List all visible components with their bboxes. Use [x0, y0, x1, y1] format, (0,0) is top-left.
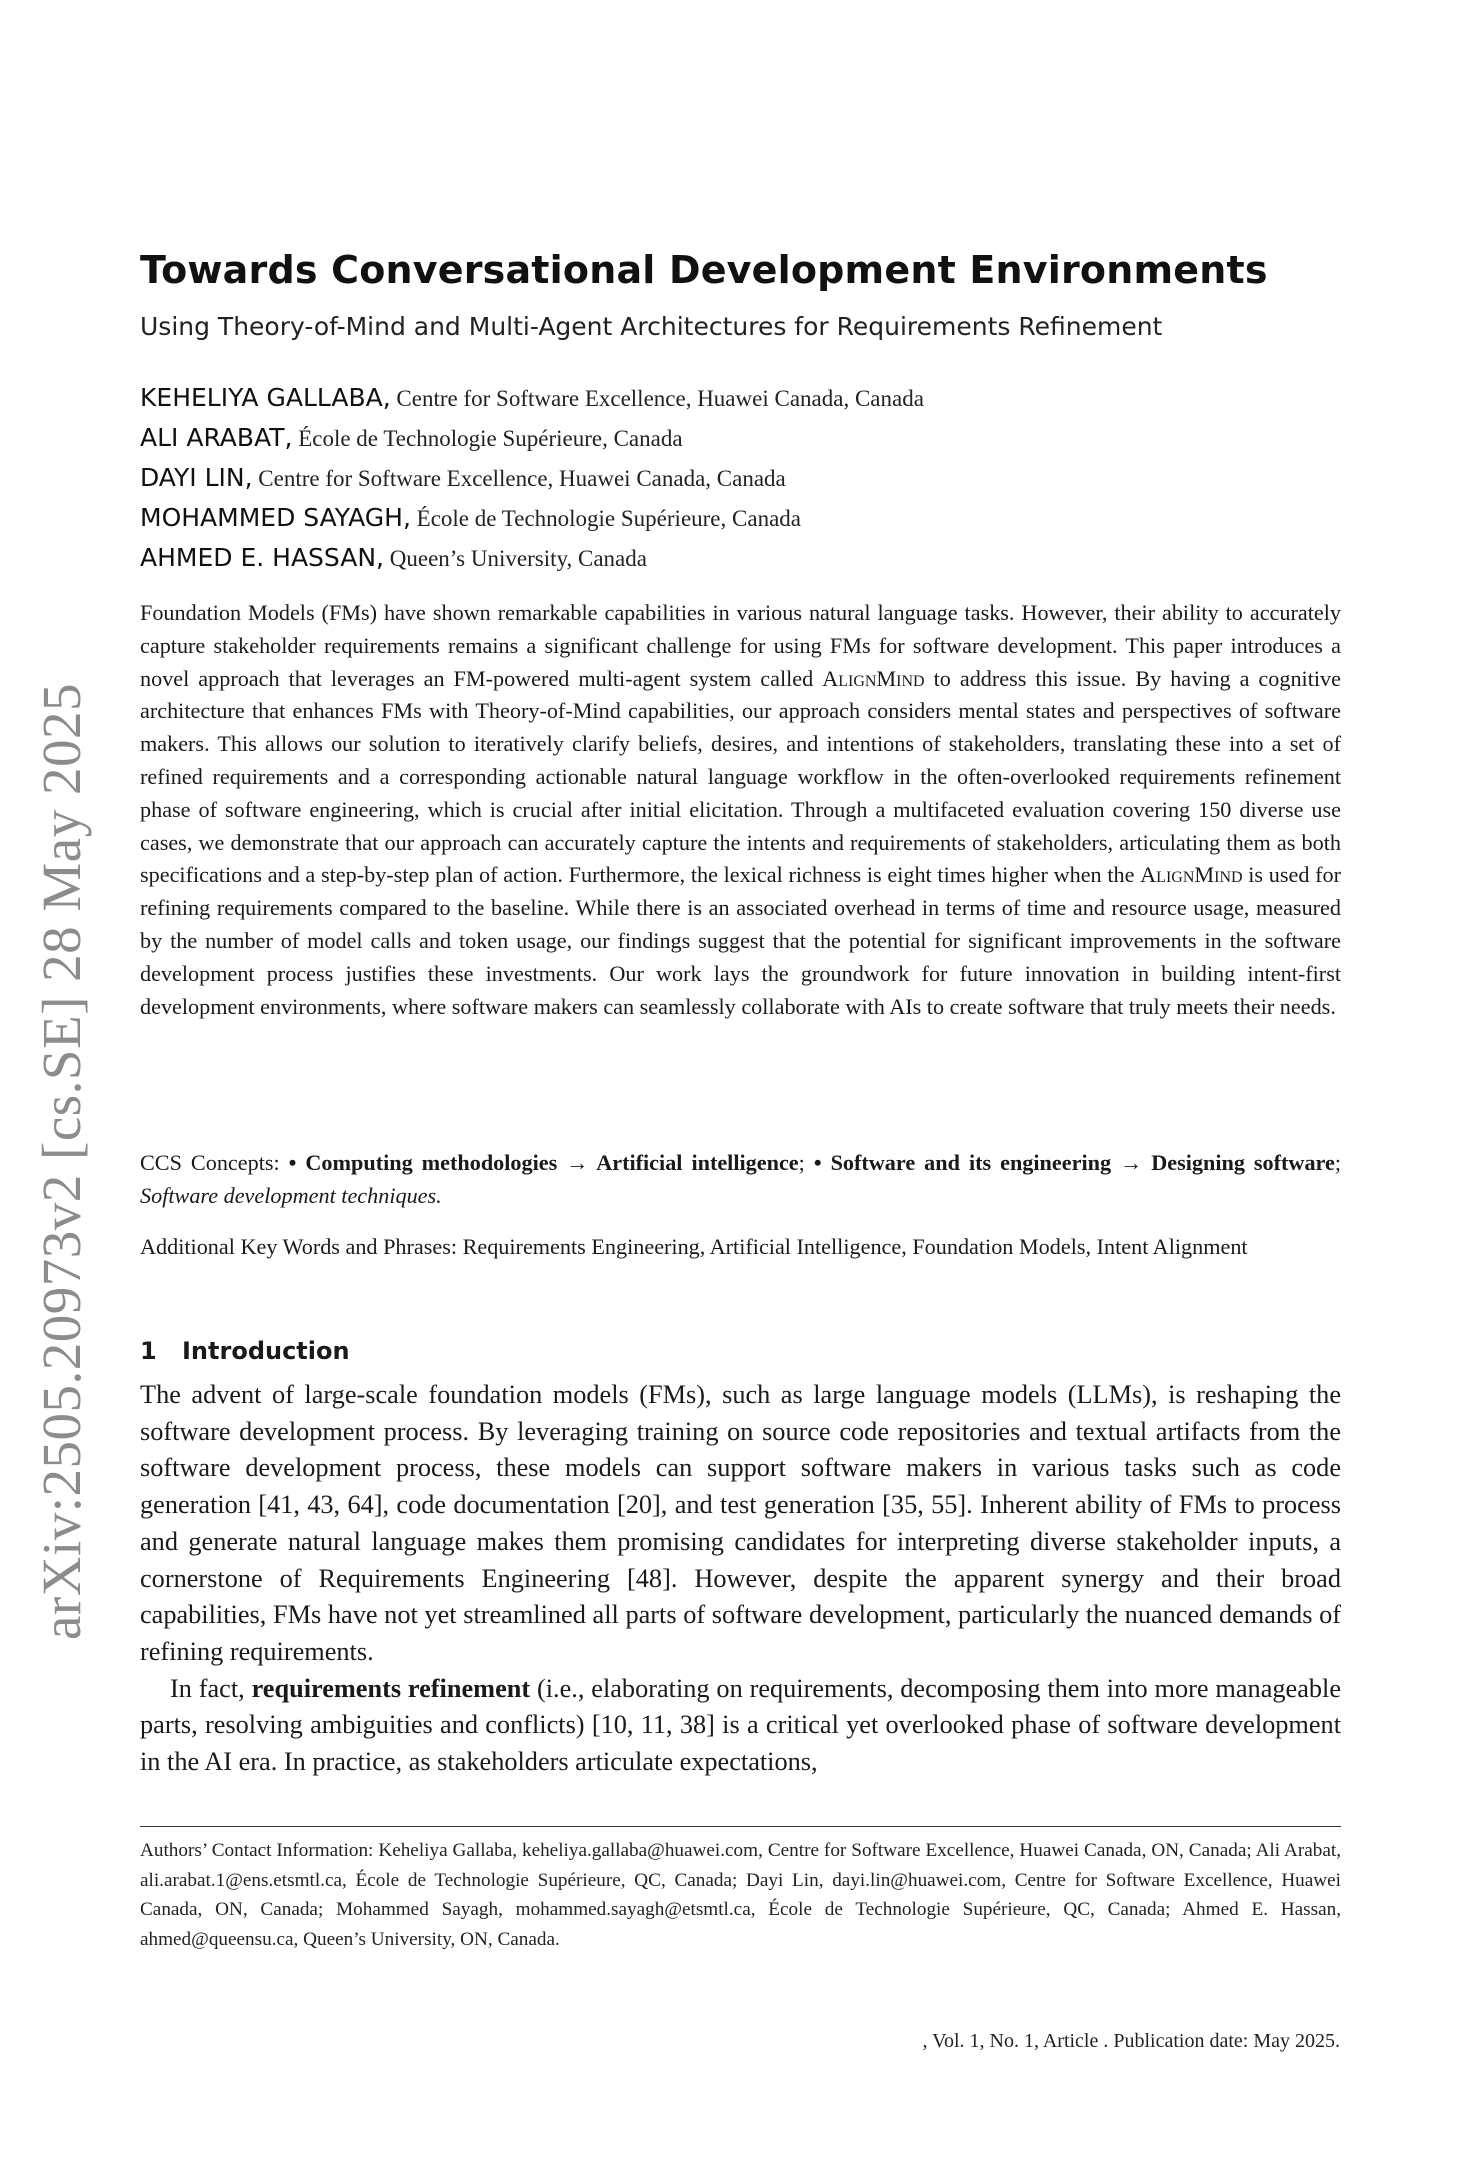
- ccs-concept: Artificial intelligence: [596, 1150, 799, 1175]
- paragraph-text: (i.e., elaborating on requirements, decomposing them into more manageable parts, resolving ambiguities and conflicts) [10, 11, 38] is a critical yet overlooked phase of software development in the AI era. In practice, as stakeholders articulate expectations,: [140, 1673, 1341, 1777]
- ccs-concept: Software development techniques.: [140, 1183, 442, 1208]
- section-title: Introduction: [182, 1337, 350, 1365]
- abstract: [140, 597, 1341, 1023]
- ccs-concepts: [140, 1146, 1341, 1212]
- ccs-concept: • Software and its engineering: [813, 1150, 1112, 1175]
- author-entry: [140, 458, 1340, 498]
- section-heading: [140, 1337, 1340, 1365]
- section-number: 1: [140, 1337, 157, 1365]
- author-entry: [140, 498, 1340, 538]
- author-list: [140, 378, 1340, 578]
- keywords: Additional Key Words and Phrases: Requirements Engineering, Artificial Intelligence, Foundation Models, Intent Alignment: [140, 1234, 1248, 1259]
- footnote-divider: [140, 1826, 1341, 1827]
- paper-subtitle: Using Theory-of-Mind and Multi-Agent Architectures for Requirements Refinement: [140, 312, 1163, 341]
- ccs-arrow: →: [557, 1150, 597, 1175]
- ccs-arrow: →: [1120, 1150, 1152, 1175]
- system-name: AlignMind: [1140, 862, 1243, 888]
- author-name: AHMED E. HASSAN,: [140, 543, 385, 572]
- paragraph: [140, 1671, 1341, 1781]
- abstract-text: to address this issue. By having a cognitive architecture that enhances FMs with Theory-of-Mind capabilities, our approach considers mental states and perspectives of software makers. This allows our solution to iteratively clarify beliefs, desires, and intentions of stakeholders, translating these into a set of refined requirements and a corresponding actionable natural language workflow in the often-overlooked requirements refinement phase of software engineering, which is crucial after initial elicitation. Through a multifaceted evaluation covering 150 diverse use cases, we demonstrate that our approach can accurately capture the intents and requirements of stakeholders, articulating them as both specifications and a step-by-step plan of action. Furthermore, the lexical richness is eight times higher when the: [140, 665, 1341, 888]
- publication-info: , Vol. 1, No. 1, Article . Publication date: May 2025.: [922, 2030, 1340, 2052]
- paper-title: Towards Conversational Development Environments: [140, 248, 1268, 292]
- system-name: AlignMind: [822, 665, 925, 691]
- author-name: MOHAMMED SAYAGH,: [140, 503, 411, 532]
- abstract-text: Foundation Models (FMs) have shown remarkable capabilities in various natural language tasks. However, their ability to accurately capture stakeholder requirements remains a significant challenge for using FMs for software development. This paper introduces a novel approach that leverages an FM-powered multi-agent system called: [140, 600, 1341, 691]
- ccs-separator: ;: [1334, 1150, 1342, 1175]
- author-entry: [140, 378, 1340, 418]
- author-name: ALI ARABAT,: [140, 423, 293, 452]
- author-name: DAYI LIN,: [140, 463, 253, 492]
- author-entry: [140, 418, 1340, 458]
- author-name: KEHELIYA GALLABA,: [140, 383, 391, 412]
- author-affiliation: École de Technologie Supérieure, Canada: [292, 426, 683, 451]
- author-affiliation: Centre for Software Excellence, Huawei Canada, Canada: [390, 386, 924, 411]
- author-affiliation: Queen’s University, Canada: [384, 546, 647, 571]
- arxiv-identifier-stamp: arXiv:2505.20973v2 [cs.SE] 28 May 2025: [31, 683, 92, 1640]
- author-contact-footnote: Authors’ Contact Information: Keheliya Gallaba, keheliya.gallaba@huawei.com, Centre for Software Excellence, Huawei Canada, ON, Canada; Ali Arabat, ali.arabat.1@ens.etsmtl.ca, École de Technologie Supérieure, QC, Canada; Dayi Lin, dayi.lin@huawei.com, Centre for Software Excellence, Huawei Canada, ON, Canada; Mohammed Sayagh, mohammed.sayagh@etsmtl.ca, École de Technologie Supérieure, QC, Canada; Ahmed E. Hassan, ahmed@queensu.ca, Queen’s University, ON, Canada.: [140, 1840, 1341, 1950]
- author-affiliation: École de Technologie Supérieure, Canada: [410, 506, 801, 531]
- paragraph: The advent of large-scale foundation models (FMs), such as large language models (LLMs), is reshaping the software development process. By leveraging training on source code repositories and textual artifacts from the software development process, these models can support software makers in various tasks such as code generation [41, 43, 64], code documentation [20], and test generation [35, 55]. Inherent ability of FMs to process and generate natural language makes them promising candidates for interpreting diverse stakeholder inputs, a cornerstone of Requirements Engineering [48]. However, despite the apparent synergy and their broad capabilities, FMs have not yet streamlined all parts of software development, particularly the nuanced demands of refining requirements.: [140, 1380, 1341, 1666]
- author-entry: [140, 538, 1340, 578]
- ccs-label: CCS Concepts:: [140, 1150, 289, 1175]
- introduction-body: [140, 1377, 1341, 1781]
- author-affiliation: Centre for Software Excellence, Huawei Canada, Canada: [252, 466, 786, 491]
- ccs-concept: Designing software: [1151, 1150, 1335, 1175]
- abstract-text: is used for refining requirements compared to the baseline. While there is an associated overhead in terms of time and resource usage, measured by the number of model calls and token usage, our findings suggest that the potential for significant improvements in the software development process justifies these investments. Our work lays the groundwork for future innovation in building intent-first development environments, where software makers can seamlessly collaborate with AIs to create software that truly meets their needs.: [140, 862, 1342, 1019]
- paragraph-text: In fact,: [170, 1673, 252, 1703]
- ccs-concept: • Computing methodologies: [288, 1150, 558, 1175]
- ccs-separator: ;: [798, 1150, 814, 1175]
- emphasis-term: requirements refinement: [251, 1673, 531, 1703]
